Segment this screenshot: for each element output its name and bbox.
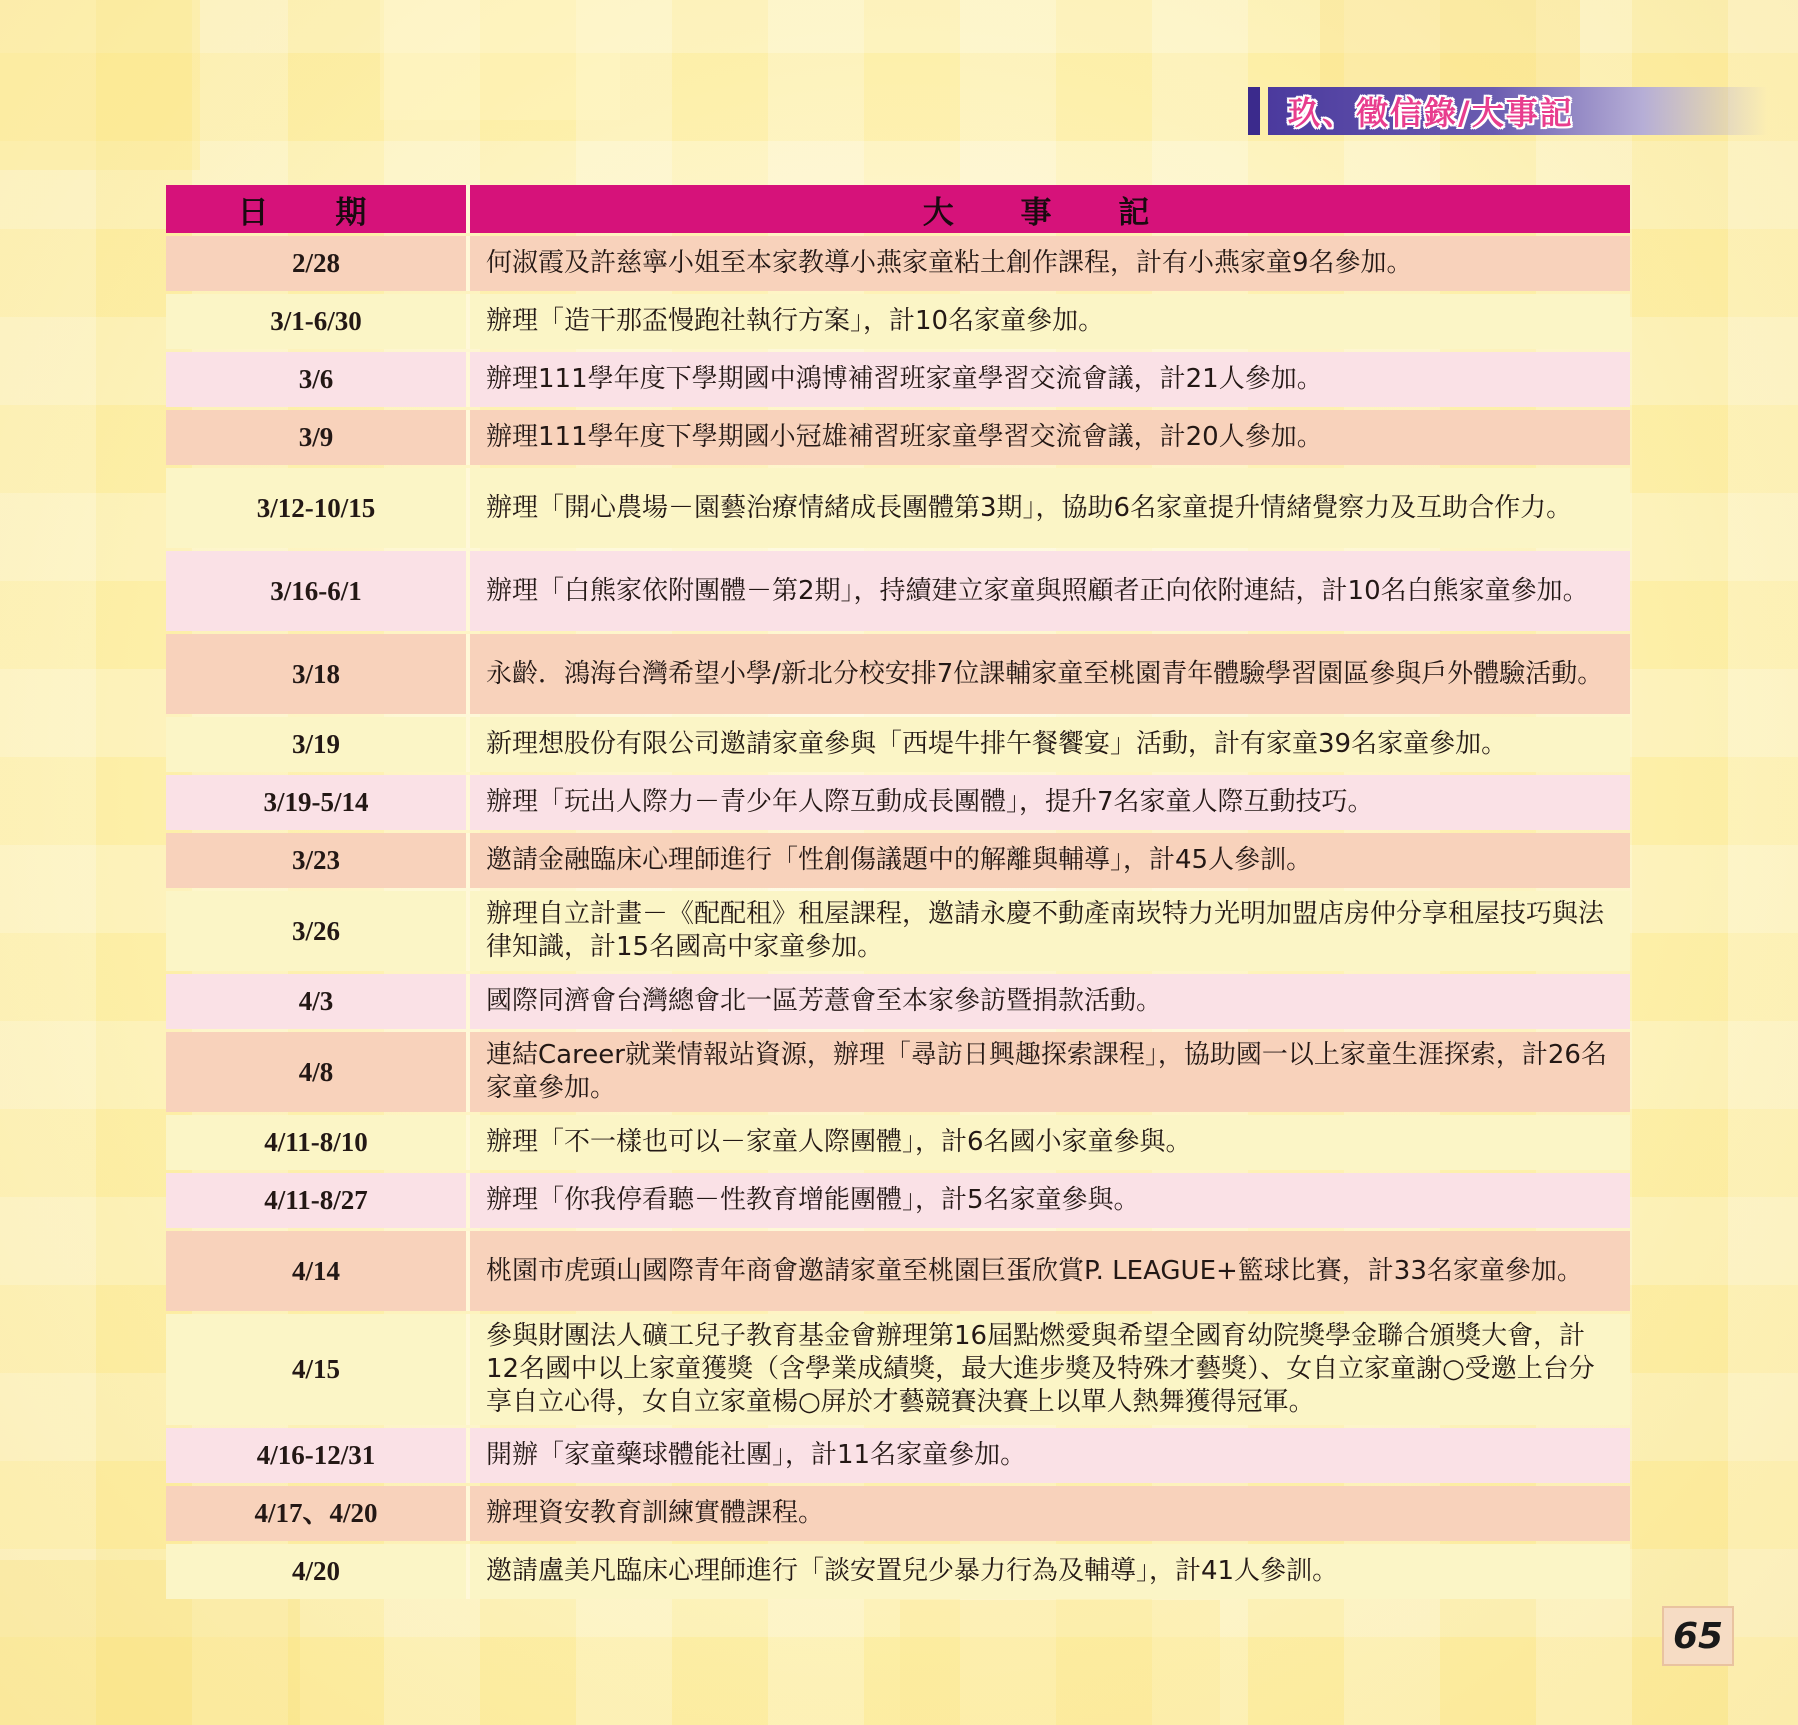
date-cell: 3/12-10/15	[166, 468, 470, 548]
date-cell: 3/18	[166, 634, 470, 714]
date-cell: 3/19	[166, 717, 470, 772]
date-cell: 3/16-6/1	[166, 551, 470, 631]
table-row	[166, 294, 1630, 349]
date-cell: 4/8	[166, 1032, 470, 1112]
event-cell: 辦理「不一樣也可以－家童人際團體」，計6名國小家童參與。	[470, 1115, 1630, 1170]
event-cell: 連結Career就業情報站資源，辦理「尋訪日興趣探索課程」，協助國一以上家童生涯探索，計26名家童參加。	[470, 1032, 1630, 1112]
event-cell: 何淑霞及許慈寧小姐至本家教導小燕家童粘土創作課程，計有小燕家童9名參加。	[470, 236, 1630, 291]
background-tile	[0, 0, 200, 170]
table-header-row	[166, 185, 1630, 233]
date-cell: 4/17、4/20	[166, 1486, 470, 1541]
event-cell: 開辦「家童藥球體能社團」，計11名家童參加。	[470, 1428, 1630, 1483]
table-row	[166, 1231, 1630, 1311]
table-row	[166, 974, 1630, 1029]
event-cell: 邀請盧美凡臨床心理師進行「談安置兒少暴力行為及輔導」，計41人參訓。	[470, 1544, 1630, 1599]
date-cell: 4/20	[166, 1544, 470, 1599]
date-cell: 4/15	[166, 1314, 470, 1425]
date-cell: 4/3	[166, 974, 470, 1029]
table-row	[166, 1032, 1630, 1112]
table-row	[166, 1486, 1630, 1541]
date-cell: 4/11-8/10	[166, 1115, 470, 1170]
table-row	[166, 1544, 1630, 1599]
section-header	[1248, 86, 1768, 136]
table-row	[166, 634, 1630, 714]
page-number: 65	[1662, 1606, 1734, 1666]
table-row	[166, 1173, 1630, 1228]
event-cell: 辦理「開心農場－園藝治療情緒成長團體第3期」，協助6名家童提升情緒覺察力及互助合作力。	[470, 468, 1630, 548]
date-cell: 3/1-6/30	[166, 294, 470, 349]
table-row	[166, 1428, 1630, 1483]
date-cell: 4/16-12/31	[166, 1428, 470, 1483]
date-cell: 3/23	[166, 833, 470, 888]
section-header-bar	[1248, 87, 1260, 135]
event-cell: 辦理「造干那盃慢跑社執行方案」，計10名家童參加。	[470, 294, 1630, 349]
event-cell: 辦理「白熊家依附團體－第2期」，持續建立家童與照顧者正向依附連結，計10名白熊家童參加。	[470, 551, 1630, 631]
event-cell: 辦理資安教育訓練實體課程。	[470, 1486, 1630, 1541]
date-cell: 3/19-5/14	[166, 775, 470, 830]
date-cell: 4/11-8/27	[166, 1173, 470, 1228]
section-header-band	[1268, 87, 1768, 135]
table-row	[166, 891, 1630, 971]
event-cell: 辦理111學年度下學期國中鴻博補習班家童學習交流會議，計21人參加。	[470, 352, 1630, 407]
event-cell: 國際同濟會台灣總會北一區芳薏會至本家參訪暨捐款活動。	[470, 974, 1630, 1029]
section-title: 玖、徵信錄/大事記	[1288, 94, 1574, 132]
background-tile	[1320, 0, 1580, 90]
event-cell: 邀請金融臨床心理師進行「性創傷議題中的解離與輔導」，計45人參訓。	[470, 833, 1630, 888]
table-row	[166, 1314, 1630, 1425]
date-column-header: 日 期	[166, 185, 470, 233]
table-row	[166, 833, 1630, 888]
event-cell: 參與財團法人礦工兒子教育基金會辦理第16屆點燃愛與希望全國育幼院獎學金聯合頒獎大會，計12名國中以上家童獲獎（含學業成績獎，最大進步獎及特殊才藝獎）、女自立家童謝○受邀上台分享自立心得，女自立家童楊○屏於才藝競賽決賽上以單人熱舞獲得冠軍。	[470, 1314, 1630, 1425]
event-column-header: 大 事 記	[470, 185, 1630, 233]
table-row	[166, 717, 1630, 772]
event-cell: 辦理自立計畫－《配配租》租屋課程，邀請永慶不動產南崁特力光明加盟店房仲分享租屋技巧與法律知識，計15名國高中家童參加。	[470, 891, 1630, 971]
table-row	[166, 1115, 1630, 1170]
table-row	[166, 775, 1630, 830]
event-cell: 桃園市虎頭山國際青年商會邀請家童至桃園巨蛋欣賞P. LEAGUE+籃球比賽，計33名家童參加。	[470, 1231, 1630, 1311]
event-cell: 辦理111學年度下學期國小冠雄補習班家童學習交流會議，計20人參加。	[470, 410, 1630, 465]
event-cell: 辦理「玩出人際力－青少年人際互動成長團體」，提升7名家童人際互動技巧。	[470, 775, 1630, 830]
table-row	[166, 468, 1630, 548]
date-cell: 3/9	[166, 410, 470, 465]
table-row	[166, 236, 1630, 291]
table-row	[166, 551, 1630, 631]
date-cell: 4/14	[166, 1231, 470, 1311]
event-cell: 辦理「你我停看聽－性教育增能團體」，計5名家童參與。	[470, 1173, 1630, 1228]
background-tile	[380, 0, 620, 120]
date-cell: 2/28	[166, 236, 470, 291]
date-cell: 3/6	[166, 352, 470, 407]
table-row	[166, 352, 1630, 407]
event-cell: 新理想股份有限公司邀請家童參與「西堤牛排午餐饗宴」活動，計有家童39名家童參加。	[470, 717, 1630, 772]
background-tile	[900, 1600, 1220, 1725]
event-cell: 永齡．鴻海台灣希望小學/新北分校安排7位課輔家童至桃園青年體驗學習園區參與戶外體驗活動。	[470, 634, 1630, 714]
events-table	[166, 182, 1630, 1602]
table-row	[166, 410, 1630, 465]
date-cell: 3/26	[166, 891, 470, 971]
